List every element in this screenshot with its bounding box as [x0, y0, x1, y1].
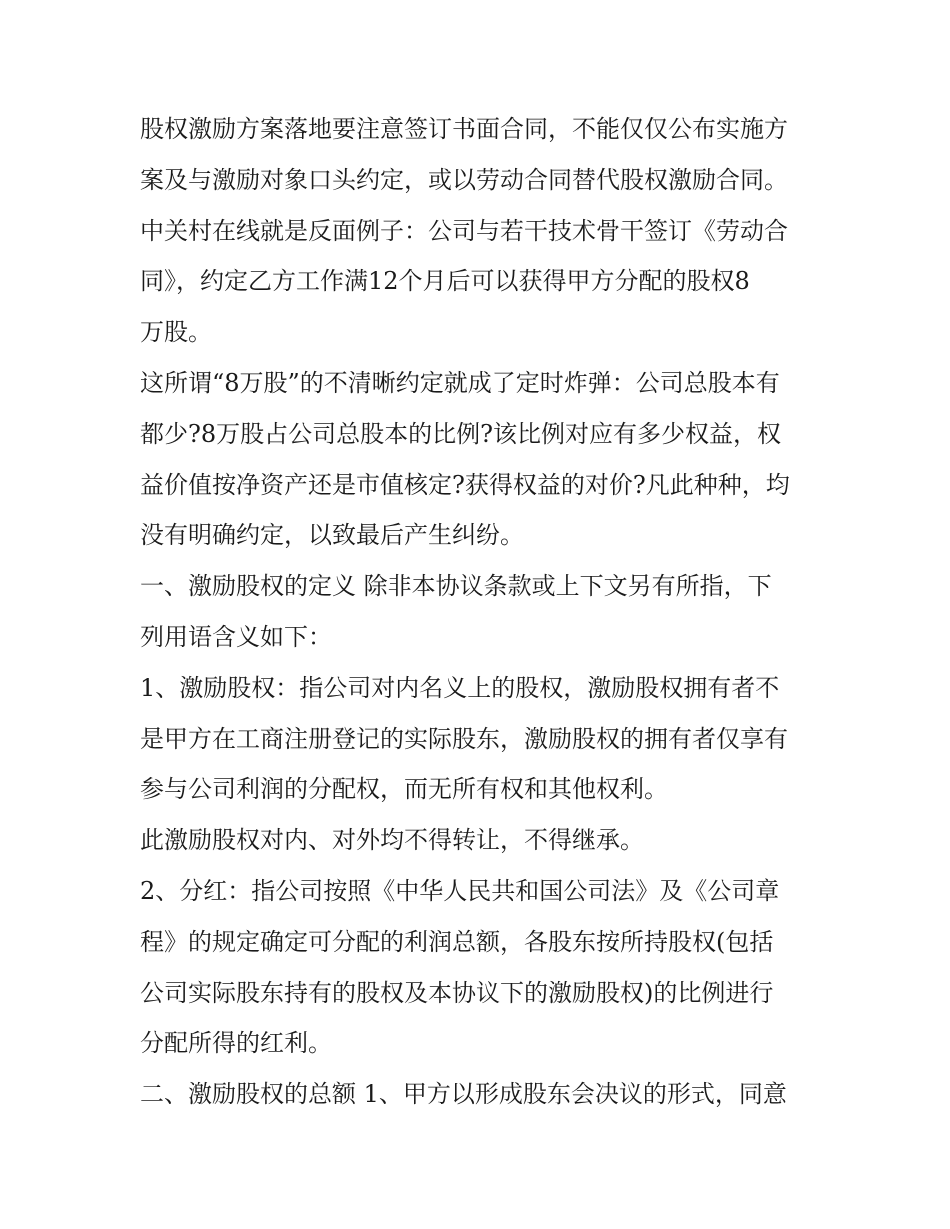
text-line: 万股。 — [140, 318, 212, 347]
text-line: 此激励股权对内、对外均不得转让，不得继承。 — [140, 826, 644, 855]
text-line: 案及与激励对象口头约定，或以劳动合同替代股权激励合同。 — [140, 165, 788, 194]
text-line: 这所谓“8万股”的不清晰约定就成了定时炸弹：公司总股本有 — [140, 368, 780, 397]
section-heading-total-amount — [140, 1069, 820, 1120]
paragraph-equity-contract-intro — [140, 104, 820, 358]
text-line: 二、激励股权的总额 1、甲方以形成股东会决议的形式，同意 — [140, 1080, 787, 1109]
text-line: 2、分红：指公司按照《中华人民共和国公司法》及《公司章 — [140, 876, 780, 905]
section-heading-definition — [140, 561, 820, 663]
paragraph-transfer-restriction — [140, 815, 820, 866]
text-line: 参与公司利润的分配权，而无所有权和其他权利。 — [140, 775, 668, 804]
clause-1-incentive-equity — [140, 663, 820, 815]
text-line: 公司实际股东持有的股权及本协议下的激励股权)的比例进行 — [140, 978, 774, 1007]
text-line: 没有明确约定，以致最后产生纠纷。 — [140, 521, 524, 550]
text-line: 都少?8万股占公司总股本的比例?该比例对应有多少权益，权 — [140, 419, 782, 448]
paragraph-unclear-agreement — [140, 358, 820, 561]
text-line: 益价值按净资产还是市值核定?获得权益的对价?凡此种种，均 — [140, 470, 790, 499]
document-body — [140, 104, 820, 1120]
text-line: 是甲方在工商注册登记的实际股东，激励股权的拥有者仅享有 — [140, 724, 788, 753]
text-line: 中关村在线就是反面例子：公司与若干技术骨干签订《劳动合 — [140, 216, 788, 245]
clause-2-dividend — [140, 866, 820, 1069]
text-line: 一、激励股权的定义 除非本协议条款或上下文另有所指，下 — [140, 572, 772, 601]
text-line: 程》的规定确定可分配的利润总额，各股东按所持股权(包括 — [140, 927, 774, 956]
text-line: 1、激励股权：指公司对内名义上的股权，激励股权拥有者不 — [140, 673, 780, 702]
text-line: 列用语含义如下： — [140, 622, 332, 651]
text-line: 股权激励方案落地要注意签订书面合同，不能仅仅公布实施方 — [140, 115, 788, 143]
text-line: 分配所得的红利。 — [140, 1029, 332, 1058]
text-line: 同》，约定乙方工作满12个月后可以获得甲方分配的股权8 — [140, 267, 750, 296]
